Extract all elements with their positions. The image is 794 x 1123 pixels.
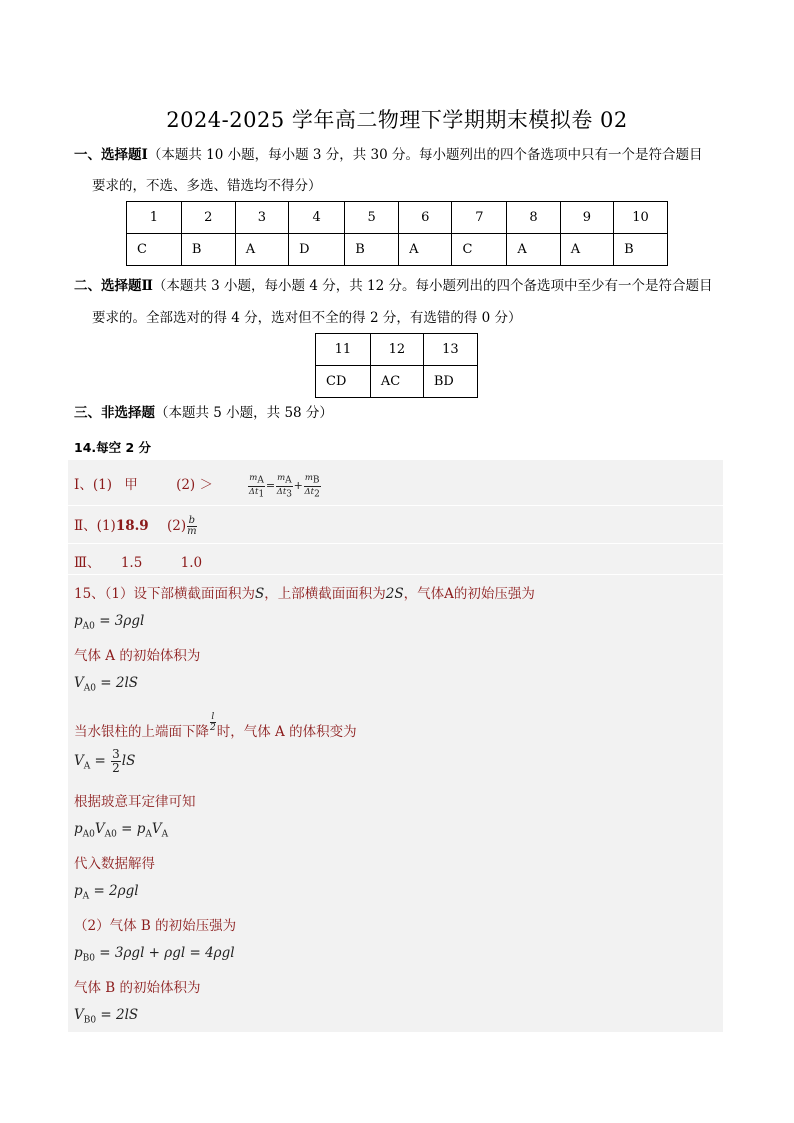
q14-row3-answer2: 1.0 xyxy=(180,555,203,571)
q14-row2-fraction: $\frac{b}{m}$ xyxy=(187,515,197,537)
answer-cell: B xyxy=(614,234,668,266)
answer-cell: 11 xyxy=(316,334,371,366)
answer-cell: 1 xyxy=(127,202,182,234)
section2-intro xyxy=(74,277,713,295)
answer-cell: 4 xyxy=(289,202,345,234)
q15-eq-pA: $p_A = 2\rho gl$ xyxy=(74,883,139,902)
q15-eq-pA0: $p_{A0} = 3\rho gl$ xyxy=(74,613,145,632)
answer-cell: CD xyxy=(316,366,371,398)
answer-cell: 5 xyxy=(345,202,399,234)
q15-eq-VB0: $V_{B0} = 2lS$ xyxy=(74,1007,139,1026)
section3-heading: 三、非选择题 xyxy=(74,405,155,421)
q15-eq-pB0: $p_{B0} = 3\rho gl + \rho gl = 4\rho gl$ xyxy=(74,945,235,964)
answer-cell: 8 xyxy=(507,202,560,234)
page-title: 2024-2025 学年高二物理下学期期末模拟卷 02 xyxy=(166,108,628,132)
answer-cell: 3 xyxy=(235,202,288,234)
q14-row1-answer1: 甲 xyxy=(124,477,138,494)
answer-cell: 12 xyxy=(370,334,423,366)
q14-row2-prefix: Ⅱ、(1) xyxy=(74,518,116,534)
answer-number-row xyxy=(127,202,668,234)
q15-text-5: 代入数据解得 xyxy=(74,856,155,872)
answer-cell: A xyxy=(507,234,560,266)
answer-cell: C xyxy=(127,234,182,266)
q14-row3-prefix: Ⅲ、 xyxy=(74,555,101,571)
q15-eq-boyle: $p_{A0}V_{A0} = p_AV_A$ xyxy=(74,821,169,840)
q15-eq-VA: $V_A$ = $\frac{3}{2}$ lS xyxy=(74,747,136,775)
answer-value-row xyxy=(127,234,668,266)
section3-intro xyxy=(74,404,333,422)
section2-desc-line1: （本题共 3 小题，每小题 4 分，共 12 分。每小题列出的四个备选项中至少有一个是符合题目 xyxy=(152,278,713,294)
q14-row1-equation: $\frac{m_A}{\Delta t_1}$ = $\frac{m_A}{\Delta t_3}$ + $\frac{m_B}{\Delta t_2}$ xyxy=(248,473,320,500)
band-divider xyxy=(68,505,723,506)
q14-row-2 xyxy=(74,514,198,537)
q15-text-3: 当水银柱的上端面下降 $\frac{l}{2}$ 时，气体 A 的体积变为 xyxy=(74,712,357,740)
answer-cell: A xyxy=(560,234,613,266)
section3-desc: （本题共 5 小题，共 58 分） xyxy=(155,405,333,421)
q14-row-1 xyxy=(74,473,322,499)
q15-text-4: 根据玻意耳定律可知 xyxy=(74,794,196,810)
answer-cell: AC xyxy=(370,366,423,398)
q15-eq-VA0: $V_{A0} = 2lS$ xyxy=(74,675,139,694)
answer-cell: 13 xyxy=(423,334,477,366)
q15-text-7: 气体 B 的初始体积为 xyxy=(74,980,201,996)
section2-answer-table xyxy=(315,333,478,398)
section2-heading: 二、选择题Ⅱ xyxy=(74,278,153,294)
q14-row2-answer1: 18.9 xyxy=(115,518,149,534)
q14-label: 14.每空 2 分 xyxy=(74,440,152,455)
q14-row-3 xyxy=(74,551,202,571)
answer-cell: A xyxy=(399,234,452,266)
section2-desc-line2: 要求的。全部选对的得 4 分，选对但不全的得 2 分，有选错的得 0 分） xyxy=(92,310,522,326)
answer-cell: A xyxy=(235,234,288,266)
section1-heading: 一、选择题Ⅰ xyxy=(74,147,148,163)
q14-row1-prefix: Ⅰ、(1) xyxy=(74,477,112,494)
q15-text-6: （2）气体 B 的初始压强为 xyxy=(74,918,237,934)
section1-intro xyxy=(74,146,703,164)
q14-row2-part2: (2) xyxy=(167,518,187,534)
answer-cell: B xyxy=(181,234,235,266)
answer-cell: 9 xyxy=(560,202,613,234)
answer-cell: 2 xyxy=(181,202,235,234)
section1-desc-line2: 要求的，不选、多选、错选均不得分） xyxy=(92,178,322,194)
answer-cell: D xyxy=(289,234,345,266)
answer-cell: B xyxy=(345,234,399,266)
band-divider xyxy=(68,543,723,544)
answer-cell: BD xyxy=(423,366,477,398)
answer-number-row xyxy=(316,334,478,366)
q15-text-2: 气体 A 的初始体积为 xyxy=(74,648,201,664)
answer-cell: 6 xyxy=(399,202,452,234)
q14-row3-answer1: 1.5 xyxy=(120,555,143,571)
section1-answer-table xyxy=(126,201,668,266)
answer-value-row xyxy=(316,366,478,398)
answer-cell: 10 xyxy=(614,202,668,234)
answer-cell: C xyxy=(452,234,507,266)
band-divider xyxy=(68,574,723,575)
q15-line-1: 15、（1）设下部横截面面积为S，上部横截面面积为2S，气体A的初始压强为 xyxy=(74,586,535,602)
section1-desc-line1: （本题共 10 小题，每小题 3 分，共 30 分。每小题列出的四个备选项中只有一个是符合题目 xyxy=(147,147,703,163)
answer-cell: 7 xyxy=(452,202,507,234)
q14-row1-part2: (2) ＞ xyxy=(176,477,213,494)
